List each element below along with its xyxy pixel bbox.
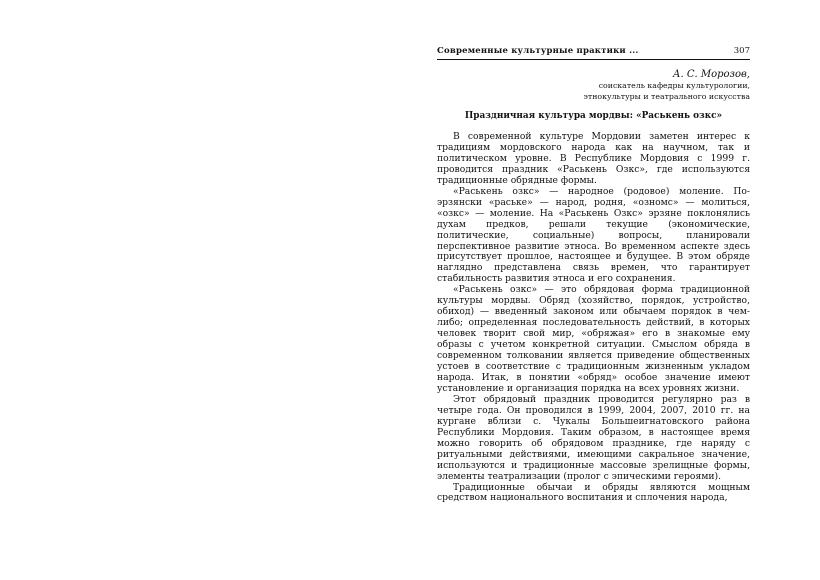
- article-title: Праздничная культура мордвы: «Раськень озкс»: [464, 111, 723, 121]
- article-body: [437, 132, 750, 504]
- author-affiliation-line-2: этнокультуры и театрального искусства: [583, 91, 750, 101]
- body-paragraph-1: В современной культуре Мордовии заметен интерес к традициям мордовского народа как на научном, так и политическом уровне. В Республике Мордовия с 1999 г. проводится праздник «Раськень Озкс», где используются традиционные обрядные формы.: [437, 131, 750, 186]
- body-paragraph-4: Этот обрядовый праздник проводится регулярно раз в четыре года. Он проводился в 1999, 2004, 2007, 2010 гг. на кургане вблизи с. Чукалы Большеигнатовского района Республики Мордовия. Таким образом, в настоящее время можно говорить об обрядовом празднике, где наряду с ритуальными действиями, имеющими сакральное значение, используются и традиционные массовые зрелищные формы, элементы театрализации (пролог с эпическими героями).: [437, 393, 750, 482]
- header-rule: [437, 59, 750, 60]
- author-name: А. С. Морозов,: [672, 69, 750, 80]
- body-paragraph-3: «Раськень озкс» — это обрядовая форма традиционной культуры мордвы. Обряд (хозяйство, порядок, устройство, обиход) — введенный законом или обычаем порядок в чем-либо; определенная последовательность действий, в которых человек творит свой мир, «обряжая» его в знакомые ему образы с учетом конкретной ситуации. Смыслом обряда в современном толковании является приведение общественных устоев в соответствие с традиционным жизненным укладом народа. Итак, в понятии «обряд» особое значение имеют установление и организация порядка на всех уровнях жизни.: [437, 284, 750, 394]
- book-page: [437, 44, 750, 504]
- running-header-section-title: Современные культурные практики ...: [437, 46, 639, 56]
- body-paragraph-2: «Раськень озкс» — народное (родовое) моление. По-эрзянски «раське» — народ, родня, «озномс» — молиться, «озкс» — моление. На «Раськень Озкс» эрзяне поклонялись духам предков, решали текущие (экономические, политические, социальные) вопросы, планировали перспективное развитие этноса. Во временном аспекте здесь присутствует прошлое, настоящее и будущее. В этом обряде наглядно представлена связь времен, что гарантирует стабильность развития этноса и его сохранения.: [437, 185, 750, 285]
- author-block: [437, 68, 750, 102]
- page-number: 307: [733, 46, 750, 56]
- running-header: [437, 44, 750, 58]
- author-affiliation-line-1: соискатель кафедры культурологии,: [598, 81, 750, 90]
- body-paragraph-5: Традиционные обычаи и обряды являются мощным средством национального воспитания и сплочения народа,: [437, 481, 750, 504]
